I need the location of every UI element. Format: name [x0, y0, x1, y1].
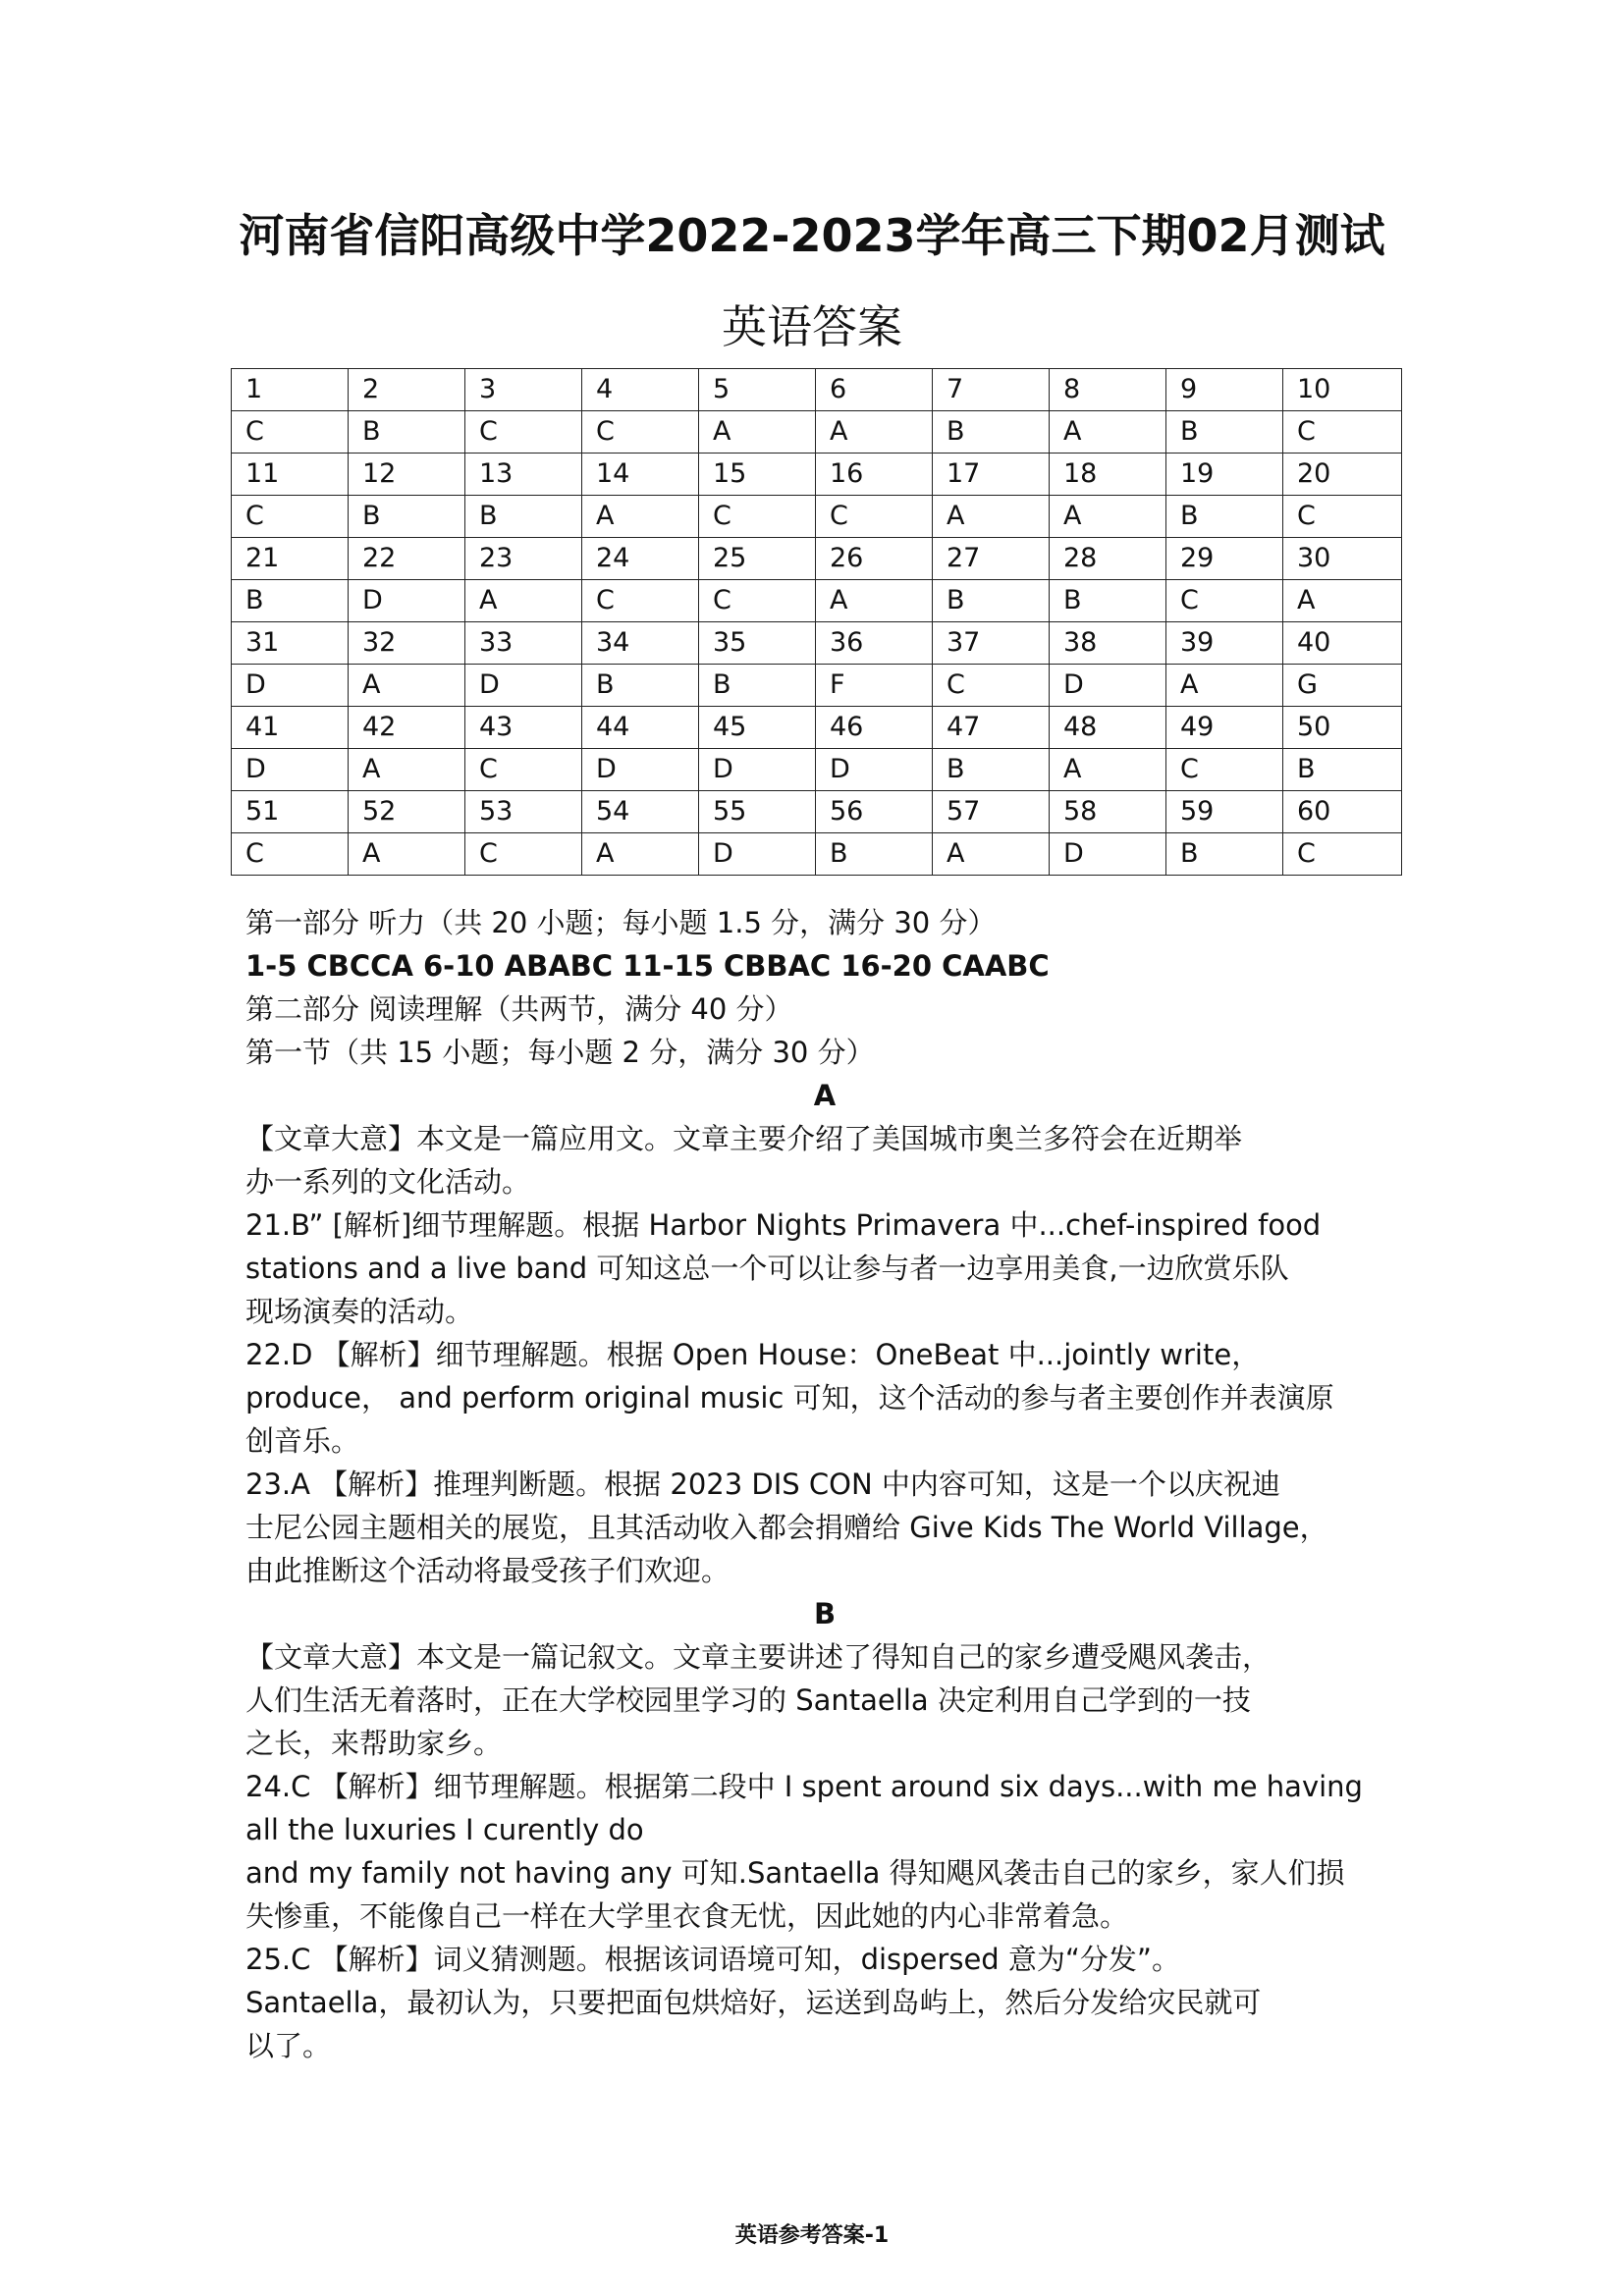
answer-cell: B [1283, 749, 1402, 791]
text-line: 办一系列的文化活动。 [245, 1165, 531, 1199]
answer-cell: C [582, 411, 699, 454]
answer-cell: A [1166, 665, 1283, 707]
answer-cell: D [232, 749, 349, 791]
answer-row [232, 411, 1402, 454]
answer-cell: B [582, 665, 699, 707]
answer-cell: D [582, 749, 699, 791]
answer-cell: C [465, 749, 582, 791]
answer-cell: D [816, 749, 933, 791]
answer-cell: A [349, 665, 465, 707]
question-number-cell: 12 [349, 454, 465, 496]
answer-cell: A [465, 580, 582, 622]
answer-row [232, 665, 1402, 707]
answer-row [232, 496, 1402, 538]
question-number-cell: 51 [232, 791, 349, 833]
answer-cell: A [1050, 749, 1166, 791]
question-number-cell: 59 [1166, 791, 1283, 833]
question-number-cell: 39 [1166, 622, 1283, 665]
text-line: 【文章大意】本文是一篇记叙文。文章主要讲述了得知自己的家乡遭受飓风袭击， [245, 1640, 1272, 1674]
answer-cell: B [349, 496, 465, 538]
question-number-cell: 29 [1166, 538, 1283, 580]
answer-cell: D [1050, 833, 1166, 876]
answer-cell: B [349, 411, 465, 454]
question-number-cell: 3 [465, 369, 582, 411]
question-number-cell: 53 [465, 791, 582, 833]
question-number-cell: 2 [349, 369, 465, 411]
question-number-cell: 22 [349, 538, 465, 580]
question-number-cell: 4 [582, 369, 699, 411]
question-number-cell: 16 [816, 454, 933, 496]
question-number-row [232, 622, 1402, 665]
question-number-cell: 20 [1283, 454, 1402, 496]
question-number-cell: 36 [816, 622, 933, 665]
answer-cell: D [349, 580, 465, 622]
answer-cell: A [349, 749, 465, 791]
answer-cell: G [1283, 665, 1402, 707]
question-number-cell: 44 [582, 707, 699, 749]
question-number-cell: 28 [1050, 538, 1166, 580]
document-title: 河南省信阳高级中学2022-2023学年高三下期02月测试 [239, 209, 1385, 262]
answer-cell: C [1283, 833, 1402, 876]
answer-cell: A [1050, 496, 1166, 538]
question-number-cell: 30 [1283, 538, 1402, 580]
answer-cell: A [816, 580, 933, 622]
answer-row [232, 749, 1402, 791]
text-line: 25.C 【解析】词义猜测题。根据该词语境可知，dispersed 意为“分发”。 [245, 1943, 1180, 1976]
text-line: 【文章大意】本文是一篇应用文。文章主要介绍了美国城市奥兰多符会在近期举 [245, 1122, 1243, 1155]
question-number-row [232, 538, 1402, 580]
question-number-cell: 23 [465, 538, 582, 580]
question-number-cell: 27 [933, 538, 1050, 580]
question-number-cell: 25 [699, 538, 816, 580]
text-line: Santaella，最初认为，只要把面包烘焙好，运送到岛屿上，然后分发给灾民就可 [245, 1986, 1262, 2019]
question-number-cell: 1 [232, 369, 349, 411]
question-number-cell: 17 [933, 454, 1050, 496]
text-line: stations and a live band 可知这总一个可以让参与者一边享用美食,一边欣赏乐队 [245, 1252, 1289, 1285]
question-number-cell: 45 [699, 707, 816, 749]
question-number-cell: 54 [582, 791, 699, 833]
question-number-cell: 34 [582, 622, 699, 665]
text-line: 1-5 CBCCA 6-10 ABABC 11-15 CBBAC 16-20 CAABC [245, 949, 1050, 983]
question-number-cell: 46 [816, 707, 933, 749]
answer-cell: B [699, 665, 816, 707]
question-number-cell: 19 [1166, 454, 1283, 496]
answer-cell: D [699, 749, 816, 791]
text-line: 失惨重，不能像自己一样在大学里衣食无忧，因此她的内心非常着急。 [245, 1899, 1129, 1933]
answer-explanations [245, 901, 1404, 2067]
section-heading: B [813, 1597, 837, 1630]
question-number-cell: 7 [933, 369, 1050, 411]
answer-cell: A [349, 833, 465, 876]
question-number-cell: 40 [1283, 622, 1402, 665]
text-line: 创音乐。 [245, 1424, 360, 1458]
question-number-cell: 43 [465, 707, 582, 749]
question-number-cell: 26 [816, 538, 933, 580]
question-number-cell: 50 [1283, 707, 1402, 749]
answer-cell: B [232, 580, 349, 622]
question-number-cell: 35 [699, 622, 816, 665]
answer-cell: C [816, 496, 933, 538]
question-number-cell: 13 [465, 454, 582, 496]
answer-cell: B [933, 749, 1050, 791]
question-number-cell: 52 [349, 791, 465, 833]
question-number-cell: 57 [933, 791, 1050, 833]
text-line: 21.B” [解析]细节理解题。根据 Harbor Nights Primavera 中...chef-inspired food [245, 1208, 1322, 1242]
text-line: 第一节（共 15 小题；每小题 2 分，满分 30 分） [245, 1036, 875, 1069]
answer-cell: A [582, 496, 699, 538]
text-line: all the luxuries I curently do [245, 1813, 644, 1846]
text-line: 以了。 [245, 2029, 332, 2062]
text-line: 第一部分 听力（共 20 小题；每小题 1.5 分，满分 30 分） [245, 906, 997, 939]
question-number-cell: 8 [1050, 369, 1166, 411]
answer-cell: F [816, 665, 933, 707]
question-number-cell: 55 [699, 791, 816, 833]
question-number-cell: 18 [1050, 454, 1166, 496]
answer-cell: C [1283, 496, 1402, 538]
question-number-cell: 32 [349, 622, 465, 665]
answer-cell: A [1283, 580, 1402, 622]
question-number-cell: 48 [1050, 707, 1166, 749]
text-line: produce， and perform original music 可知，这个活动的参与者主要创作并表演原 [245, 1381, 1334, 1415]
answer-cell: A [933, 496, 1050, 538]
question-number-cell: 42 [349, 707, 465, 749]
answer-cell: C [699, 580, 816, 622]
question-number-row [232, 791, 1402, 833]
answer-cell: D [699, 833, 816, 876]
question-number-cell: 47 [933, 707, 1050, 749]
question-number-cell: 21 [232, 538, 349, 580]
answer-cell: C [465, 411, 582, 454]
answer-row [232, 833, 1402, 876]
answer-cell: C [232, 496, 349, 538]
text-line: and my family not having any 可知.Santaella 得知飓风袭击自己的家乡，家人们损 [245, 1856, 1345, 1890]
answer-cell: C [1166, 580, 1283, 622]
answer-cell: C [699, 496, 816, 538]
answer-cell: C [582, 580, 699, 622]
question-number-cell: 31 [232, 622, 349, 665]
answer-cell: C [933, 665, 1050, 707]
question-number-row [232, 454, 1402, 496]
text-line: 现场演奏的活动。 [245, 1295, 474, 1328]
answer-cell: B [1166, 411, 1283, 454]
answer-cell: A [699, 411, 816, 454]
question-number-row [232, 369, 1402, 411]
answer-cell: D [232, 665, 349, 707]
question-number-cell: 9 [1166, 369, 1283, 411]
answer-cell: A [1050, 411, 1166, 454]
answer-cell: C [232, 411, 349, 454]
answer-row [232, 580, 1402, 622]
question-number-cell: 6 [816, 369, 933, 411]
section-heading: A [813, 1079, 837, 1112]
answer-cell: B [816, 833, 933, 876]
answer-cell: B [1050, 580, 1166, 622]
answer-cell: C [1166, 749, 1283, 791]
question-number-cell: 38 [1050, 622, 1166, 665]
text-line: 人们生活无着落时，正在大学校园里学习的 Santaella 决定利用自己学到的一技 [245, 1683, 1251, 1717]
text-line: 由此推断这个活动将最受孩子们欢迎。 [245, 1554, 731, 1587]
question-number-cell: 58 [1050, 791, 1166, 833]
answer-cell: A [816, 411, 933, 454]
document-subtitle: 英语答案 [722, 300, 902, 353]
text-line: 士尼公园主题相关的展览，且其活动收入都会捐赠给 Give Kids The World Village， [245, 1511, 1328, 1544]
question-number-cell: 41 [232, 707, 349, 749]
text-line: 第二部分 阅读理解（共两节，满分 40 分） [245, 992, 793, 1026]
text-line: 之长，来帮助家乡。 [245, 1727, 503, 1760]
question-number-cell: 14 [582, 454, 699, 496]
question-number-cell: 11 [232, 454, 349, 496]
answer-cell: C [465, 833, 582, 876]
question-number-cell: 10 [1283, 369, 1402, 411]
answer-cell: B [465, 496, 582, 538]
answer-cell: A [933, 833, 1050, 876]
question-number-cell: 33 [465, 622, 582, 665]
answer-table [231, 368, 1402, 876]
question-number-cell: 60 [1283, 791, 1402, 833]
answer-cell: B [1166, 833, 1283, 876]
answer-cell: C [232, 833, 349, 876]
answer-cell: C [1283, 411, 1402, 454]
page-footer: 英语参考答案-1 [734, 2223, 890, 2248]
answer-cell: D [1050, 665, 1166, 707]
answer-cell: B [933, 580, 1050, 622]
question-number-cell: 15 [699, 454, 816, 496]
answer-cell: A [582, 833, 699, 876]
question-number-row [232, 707, 1402, 749]
text-line: 24.C 【解析】细节理解题。根据第二段中 I spent around six days...with me having [245, 1770, 1363, 1803]
question-number-cell: 56 [816, 791, 933, 833]
question-number-cell: 24 [582, 538, 699, 580]
text-line: 23.A 【解析】推理判断题。根据 2023 DIS CON 中内容可知，这是一个以庆祝迪 [245, 1468, 1280, 1501]
text-line: 22.D 【解析】细节理解题。根据 Open House：OneBeat 中...jointly write， [245, 1338, 1261, 1371]
question-number-cell: 5 [699, 369, 816, 411]
answer-cell: B [1166, 496, 1283, 538]
question-number-cell: 37 [933, 622, 1050, 665]
question-number-cell: 49 [1166, 707, 1283, 749]
answer-cell: B [933, 411, 1050, 454]
answer-cell: D [465, 665, 582, 707]
